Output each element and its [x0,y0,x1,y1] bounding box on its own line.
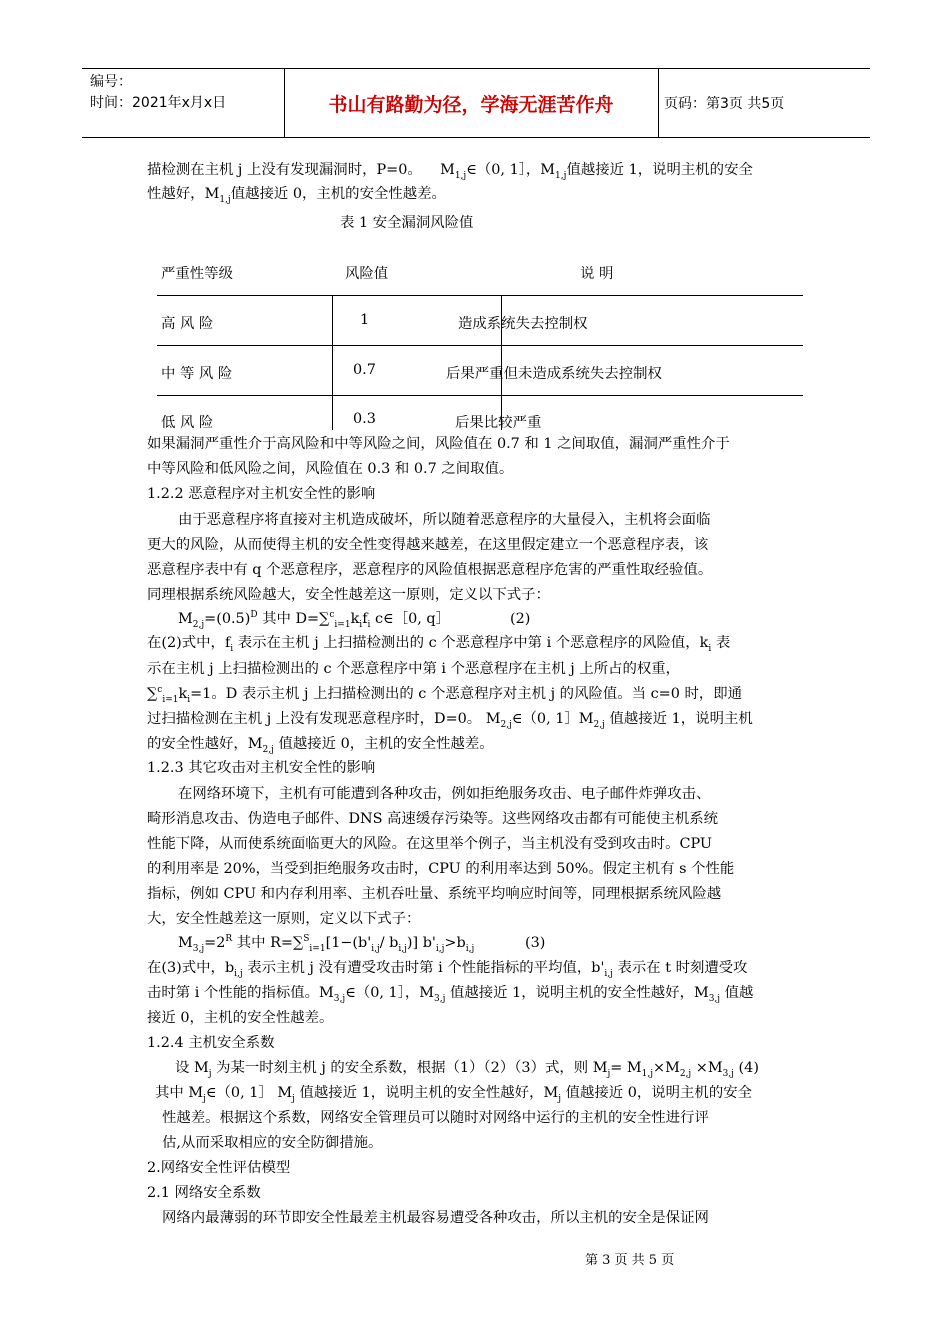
table-rule [157,345,803,346]
formula-number: (2) [510,611,531,627]
table-cell: 后果比较严重 [455,415,542,431]
table-cell: 低 风 险 [161,415,214,431]
table-cell: 中 等 风 险 [161,366,233,382]
text-line: 中等风险和低风险之间，风险值在 0.3 和 0.7 之间取值。 [147,461,514,477]
text-line: 在(3)式中，$b_{i,j}$ 表示主机 j 没有遭受攻击时第 i 个性能指标的平均值，$b'_{i,j}$ 表示在 t 时刻遭受攻 [147,960,748,979]
table-cell: 0.3 [353,411,376,427]
section-heading: 1.2.2 恶意程序对主机安全性的影响 [147,486,376,502]
text-line: 示在主机 j 上扫描检测出的 c 个恶意程序中第 i 个恶意程序在主机 j 上所占的权重， [147,661,681,677]
section-heading: 2.网络安全性评估模型 [147,1160,291,1176]
text-line: 估,从而采取相应的安全防御措施。 [162,1135,383,1151]
time-label: 时间：2021年x月x日 [90,95,227,111]
table-header: 说 明 [580,266,614,282]
number-label: 编号： [90,74,132,90]
text-line: 的安全性越好，$M_{2,j}$ 值越接近 0，主机的安全性越差。 [147,736,494,755]
text-line: 恶意程序表中有 q 个恶意程序，恶意程序的风险值根据恶意程序危害的严重性取经验值。 [147,562,713,578]
table-cell: 造成系统失去控制权 [458,316,588,332]
table-header: 风险值 [345,266,389,282]
text-line: 同理根据系统风险越大，安全性越差这一原则，定义以下式子： [147,587,550,603]
page-footer: 第 3 页 共 5 页 [585,1253,675,1268]
text-line: 击时第 i 个性能的指标值。$M_{3,j}\in(0$, 1］，$M_{3,j}$ 值越接近 1，说明主机的安全性越好，$M_{3,j}$ 值越 [147,985,754,1004]
text-line: 性能下降，从而使系统面临更大的风险。在这里举个例子，当主机没有受到攻击时。CPU [147,836,713,852]
text-line: 过扫描检测在主机 j 上没有发现恶意程序时，D=0。 $M_{2,j}\in(0$, $1]M_{2,j}$ 值越接近 1，说明主机 [147,711,753,730]
header-motto: 书山有路勤为径，学海无涯苦作舟 [328,93,614,116]
formula-number: (3) [525,935,546,951]
text-line: 大，安全性越差这一原则，定义以下式子： [147,911,421,927]
table-header: 严重性等级 [161,266,233,282]
text-line: 描检测在主机 j 上没有发现漏洞时，P=0。 $M_{1,j}\in(0$, 1］，$M_{1,j}$值越接近 1，说明主机的安全 [147,162,753,181]
text-line: 在网络环境下，主机有可能遭到各种攻击，例如拒绝服务攻击、电子邮件炸弹攻击、 [178,786,711,802]
text-line: $\sum^c_{i=1}k_i=1$。D 表示主机 j 上扫描检测出的 c 个恶意程序对主机 j 的风险值。当 c=0 时，即通 [147,685,743,705]
text-line: 性越差。根据这个系数，网络安全管理员可以随时对网络中运行的主机的安全性进行评 [162,1110,709,1126]
table-cell: 1 [360,312,370,328]
formula-3: $M_{3,j}=2^R$ 其中 $R=\sum^S_{i=1}[1-(b'_{i,j}/$ $b_{i,j}$)] $b'_{i,j}>b_{i,j}$ [178,934,475,954]
table-cell: 后果严重但未造成系统失去控制权 [446,366,662,382]
header-meta [90,72,226,114]
section-heading: 1.2.3 其它攻击对主机安全性的影响 [147,760,376,776]
table-rule [157,395,803,396]
text-line: 的利用率是 20%，当受到拒绝服务攻击时，CPU 的利用率达到 50%。假定主机有 s 个性能 [147,861,735,877]
text-line: 更大的风险，从而使得主机的安全性变得越来越差，在这里假定建立一个恶意程序表，该 [147,537,709,553]
text-line: 由于恶意程序将直接对主机造成破坏，所以随着恶意程序的大量侵入，主机将会面临 [178,512,711,528]
text-line: 网络内最薄弱的环节即安全性最差主机最容易遭受各种攻击，所以主机的安全是保证网 [162,1210,709,1226]
table-rule [157,295,803,296]
text-line: 接近 0，主机的安全性越差。 [147,1010,334,1026]
table-rule [332,295,333,430]
text-line: 畸形消息攻击、伪造电子邮件、DNS 高速缓存污染等。这些网络攻击都有可能使主机系统 [147,811,719,827]
table-cell: 0.7 [353,362,376,378]
text-line: 性越好，$M_{1,j}$值越接近 0，主机的安全性越差。 [147,186,446,205]
text-line: 其中 $M_j\in(0$, 1］ $M_j$ 值越接近 1，说明主机的安全性越好，$M_j$ 值越接近 0，说明主机的安全 [155,1085,752,1104]
section-heading: 1.2.4 主机安全系数 [147,1035,275,1051]
text-line: 设 $M_j$ 为某一时刻主机 j 的安全系数，根据（1）（2）（3）式，则 $M_j= M_{1,j}\times M_{2,j} \times M_{3,j}$ (4) [175,1060,759,1079]
formula-2: $M_{2,j}=(0.5)^D$ 其中 $D=\sum^c_{i=1}k_if_i$ c∈［0, q］ [178,610,450,630]
table-cell: 高 风 险 [161,316,214,332]
text-line: 指标，例如 CPU 和内存利用率、主机吞吐量、系统平均响应时间等，同理根据系统风险越 [147,886,722,902]
text-line: 在(2)式中，$f_i$ 表示在主机 j 上扫描检测出的 c 个恶意程序中第 i 个恶意程序的风险值，$k_i$ 表 [147,635,731,654]
header-divider [658,69,659,137]
page-header [82,68,870,138]
section-heading: 2.1 网络安全系数 [147,1185,261,1201]
header-page-info: 页码：第3页 共5页 [664,96,785,112]
table-caption: 表 1 安全漏洞风险值 [340,215,474,231]
text-line: 如果漏洞严重性介于高风险和中等风险之间，风险值在 0.7 和 1 之间取值，漏洞严重性介于 [147,436,730,452]
